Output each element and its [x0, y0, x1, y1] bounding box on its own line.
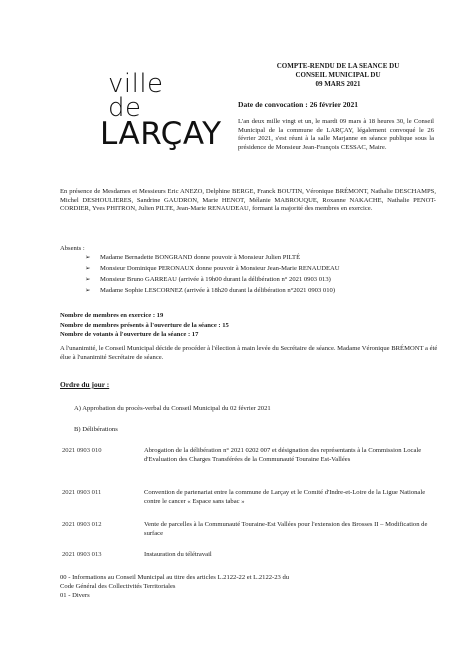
deliberation-row — [62, 447, 442, 464]
agenda-item-approval: A) Approbation du procès-verbal du Conseil Municipal du 02 février 2021 — [74, 405, 271, 412]
list-item: ➢ Madame Sophie LESCORNEZ (arrivée à 18h20 durant la délibération n°2021 0903 010) — [85, 287, 336, 294]
arrow-bullet-icon: ➢ — [85, 265, 91, 272]
absents-heading: Absents : — [60, 245, 85, 252]
logo-line-1: ville de — [108, 69, 164, 123]
agenda-heading: Ordre du jour : — [60, 380, 110, 389]
arrow-bullet-icon: ➢ — [85, 254, 91, 261]
logo-line-2: LARÇAY — [100, 116, 222, 152]
agenda-item-deliberations: B) Délibérations — [74, 426, 118, 433]
list-item: ➢ Monsieur Bruno GARREAU (arrivée à 19h00 durant la délibération n° 2021 0903 013) — [85, 276, 331, 283]
town-logo — [100, 69, 222, 152]
absents-list — [60, 254, 440, 298]
list-item: ➢ Monsieur Dominique PERONAUX donne pouvoir à Monsieur Jean-Marie RENAUDEAU — [85, 265, 340, 272]
count-line: Nombre de votants à l'ouverture de la séance : 17 — [60, 331, 199, 338]
member-counts — [60, 312, 229, 341]
convocation-date: Date de convocation : 26 février 2021 — [238, 100, 359, 109]
intro-paragraph: L'an deux mille vingt et un, le mardi 09 mars à 18 heures 30, le Conseil Municipal de la commune de LARÇAY, légalement convoqué le 26 février 2021, s'est réuni à la salle Marjanne en séance publique sous la présidence de Monsieur Jean-François CESSAC, Maire. — [238, 118, 434, 152]
count-line: Nombre de membres en exercice : 19 — [60, 312, 164, 319]
title-line: COMPTE-RENDU DE LA SEANCE DU — [276, 62, 400, 70]
deliberation-row — [62, 489, 442, 506]
secretary-paragraph: A l'unanimité, le Conseil Municipal décide de procéder à l'élection à main levée du Secrétaire de séance. Madame Véronique BRÉMONT a été élue à l'unanimité Secrétaire de séance. — [60, 345, 438, 361]
footer-line: 01 - Divers — [60, 592, 90, 599]
list-item: ➢ Madame Bernadette BONGRAND donne pouvoir à Monsieur Julien PILTÉ — [85, 254, 301, 261]
presence-paragraph: En présence de Mesdames et Messieurs Eric ANEZO, Delphine BERGE, Franck BOUTIN, Véronique BRÉMONT, Nathalie DESCHAMPS, Michel DESHOULIERES, Sandrine GAUDRON, Marie HENOT, Mélanie MABROUQUE, Roxanne NAKACHE, Nathalie PENOT-CORDIER, Yves PHITRON, Julien PILTE, Jean-Marie RENAUDEAU, formant la majorité des membres en exercice. — [60, 188, 436, 213]
arrow-bullet-icon: ➢ — [85, 287, 91, 294]
deliberation-text: Convention de partenariat entre la commune de Larçay et le Comité d'Indre-et-Loire de la Ligue Nationale contre le cancer « Espace sans tabac » — [144, 489, 426, 505]
count-line: Nombre de membres présents à l'ouverture de la séance : 15 — [60, 321, 229, 329]
deliberation-row — [62, 521, 442, 538]
deliberation-number: 2021 0903 011 — [62, 489, 102, 496]
deliberation-number: 2021 0903 010 — [62, 447, 102, 454]
footer-notes — [60, 574, 440, 601]
deliberation-text: Instauration du télétravail — [144, 551, 212, 558]
footer-line: 00 - Informations au Conseil Municipal au titre des articles L.2122-22 et L.2122-23 du — [60, 574, 290, 581]
deliberation-number: 2021 0903 013 — [62, 551, 102, 558]
arrow-bullet-icon: ➢ — [85, 276, 91, 283]
document-title — [238, 62, 438, 88]
deliberation-row — [62, 551, 442, 560]
deliberation-text: Abrogation de la délibération n° 2021 0202 007 et désignation des représentants à la Commission Locale d'Evaluation des Charges Transférées de la Communauté Touraine Est-Vallées — [144, 447, 422, 463]
footer-line: Code Général des Collectivités Territoriales — [60, 583, 176, 590]
deliberation-text: Vente de parcelles à la Communauté Touraine-Est Vallées pour l'extension des Brosses II – Modification de surface — [144, 521, 428, 537]
title-line: 09 MARS 2021 — [315, 79, 361, 88]
title-line: CONSEIL MUNICIPAL DU — [295, 70, 381, 79]
deliberation-number: 2021 0903 012 — [62, 521, 102, 528]
